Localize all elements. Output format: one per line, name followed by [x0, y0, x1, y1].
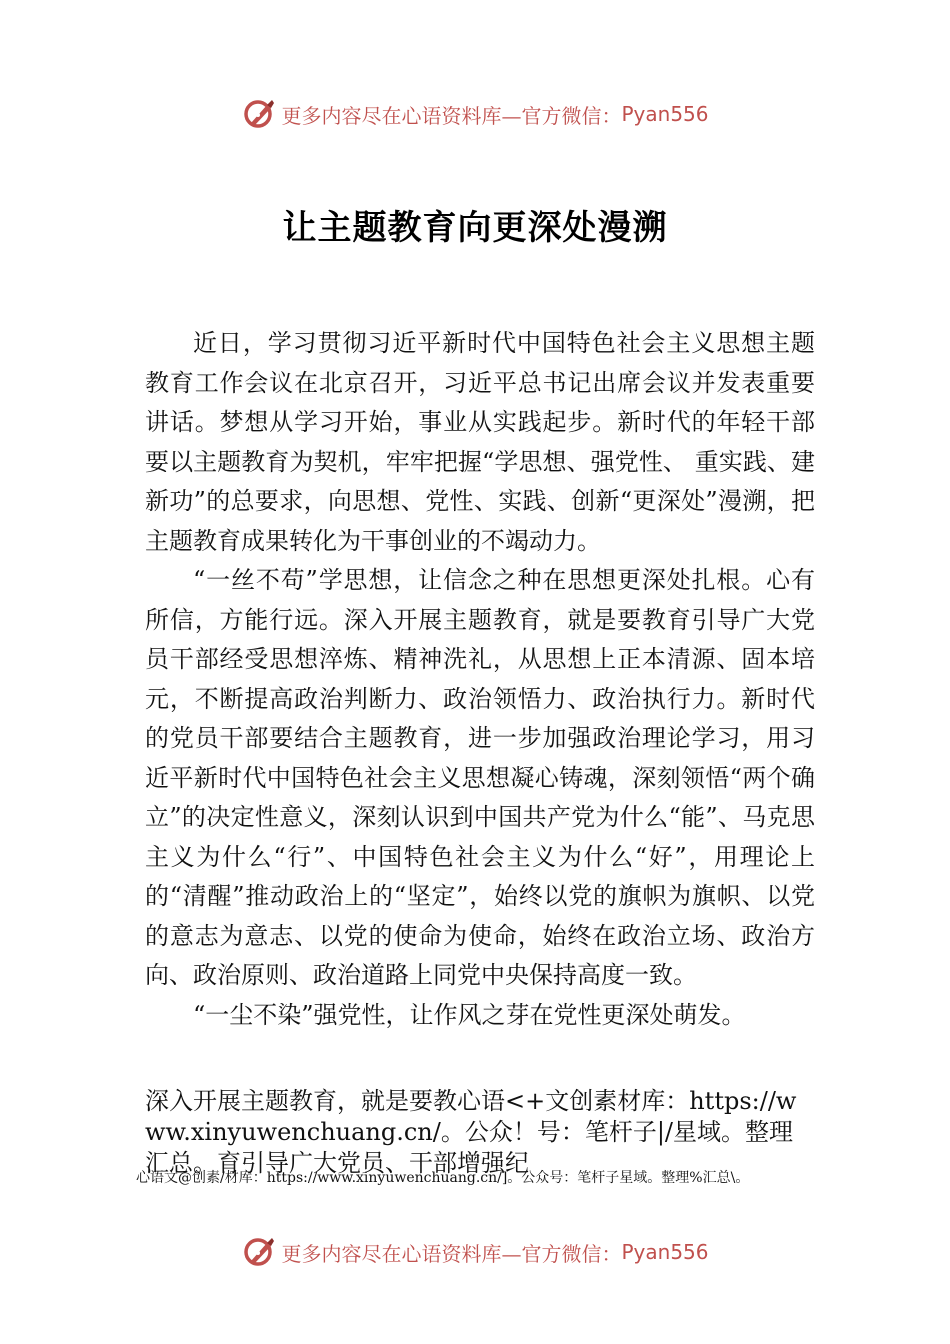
- banner-text: 更多内容尽在心语资料库—官方微信：: [281, 1241, 622, 1266]
- pen-nib-logo-icon: [241, 1234, 277, 1270]
- pen-nib-logo-icon: [241, 96, 277, 132]
- footer-note: 深入开展主题教育，就是要教心语<+文创素材库：https://www.xinyuwenchuang.cn/。公众！号：笔杆子|/星域。整理汇总。育引导广大党员、干部增强纪: [145, 1087, 797, 1177]
- document-title: 让主题教育向更深处漫溯: [282, 208, 668, 248]
- banner-wechat-id: Pyan556: [621, 1240, 709, 1264]
- banner-wechat-id: Pyan556: [621, 102, 709, 126]
- footer-small-note: 心语文@创素/材库：https://www.xinyuwenchuang.cn/]。公众号：笔杆子星域。整理%汇总\。: [136, 1170, 750, 1186]
- paragraph: “一尘不染”强党性，让作风之芽在党性更深处萌发。: [193, 1000, 746, 1029]
- header-banner: [0, 94, 950, 134]
- document-body: [145, 324, 815, 1035]
- banner-text: 更多内容尽在心语资料库—官方微信：: [281, 103, 622, 128]
- paragraph: “一丝不苟”学思想，让信念之种在思想更深处扎根。心有所信，方能行远。深入开展主题教育，就是要教育引导广大党员干部经受思想淬炼、精神洗礼，从思想上正本清源、固本培元，不断提高政治判断力、政治领悟力、政治执行力。新时代的党员干部要结合主题教育，进一步加强政治理论学习，用习近平新时代中国特色社会主义思想凝心铸魂，深刻领悟“两个确立”的决定性意义，深刻认识到中国共产党为什么“能”、马克思主义为什么“行”、中国特色社会主义为什么“好”，用理论上的“清醒”推动政治上的“坚定”，始终以党的旗帜为旗帜、以党的意志为意志、以党的使命为使命，始终在政治立场、政治方向、政治原则、政治道路上同党中央保持高度一致。: [145, 566, 815, 989]
- footer-banner: [0, 1232, 950, 1272]
- paragraph: 近日，学习贯彻习近平新时代中国特色社会主义思想主题教育工作会议在北京召开，习近平总书记出席会议并发表重要讲话。梦想从学习开始，事业从实践起步。新时代的年轻干部要以主题教育为契机，牢牢把握“学思想、强党性、 重实践、建新功”的总要求，向思想、党性、实践、创新“更深处”漫溯，把主题教育成果转化为干事创业的不竭动力。: [145, 329, 815, 555]
